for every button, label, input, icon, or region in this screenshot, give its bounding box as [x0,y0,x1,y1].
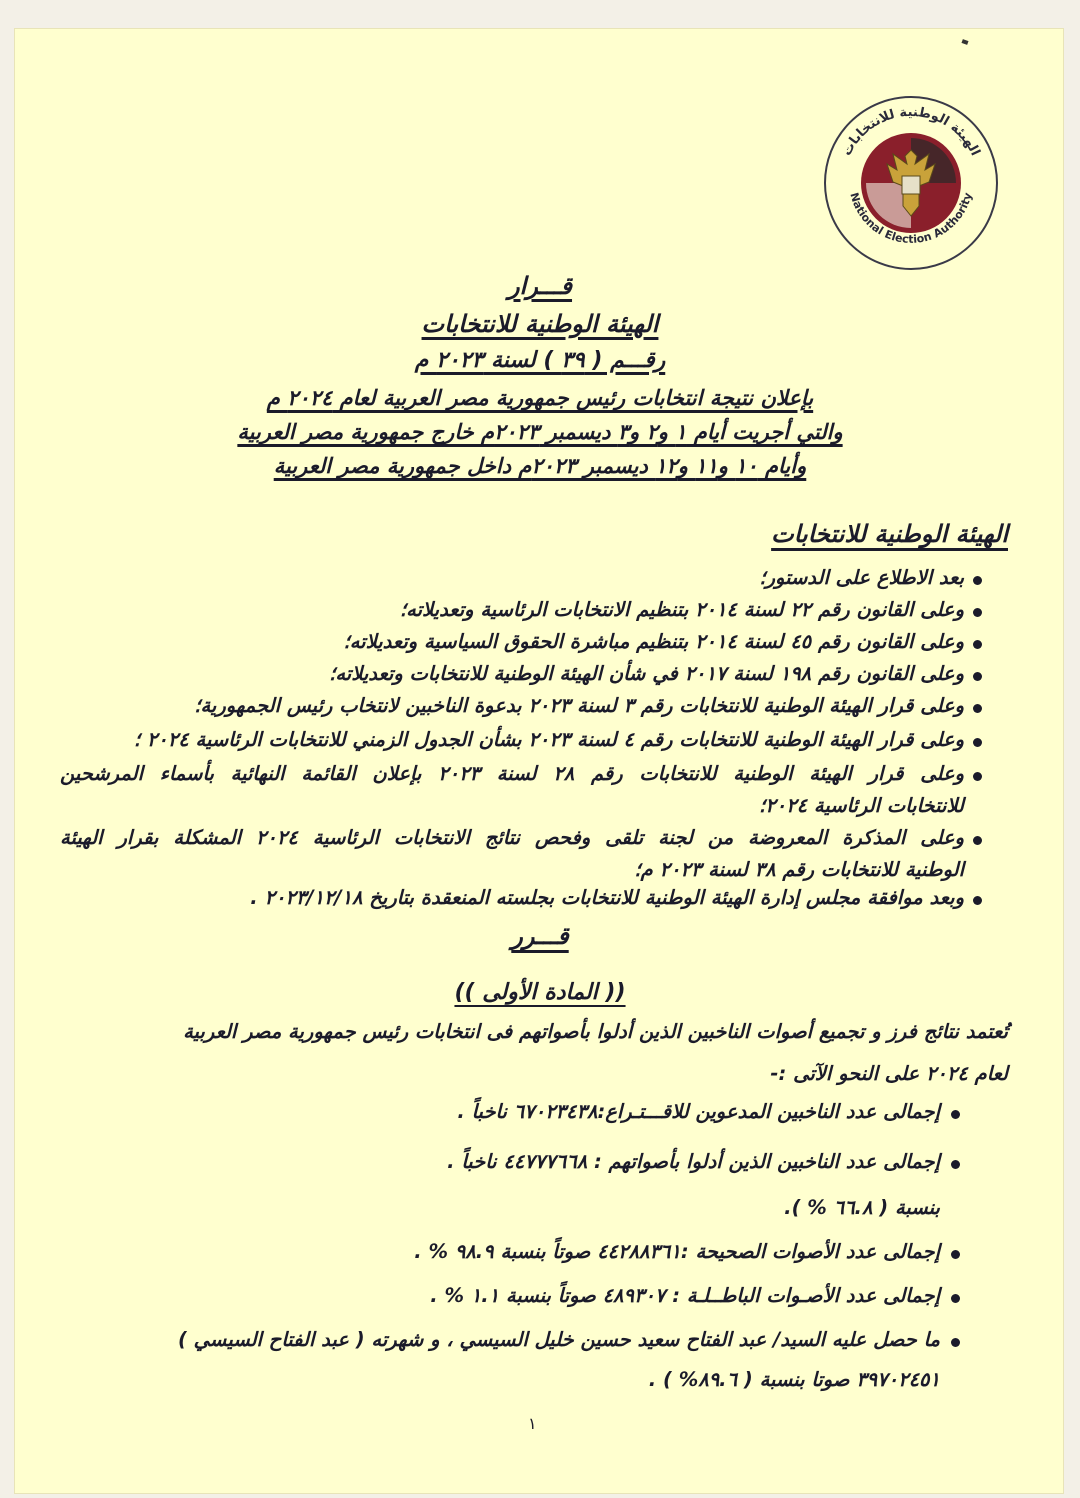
result-item-line: ما حصل عليه السيد/ عبد الفتاح سعيد حسين خليل السيسي ، و شهرته ( عبد الفتاح السيسي ) [177,1328,940,1351]
preamble-item-line: للانتخابات الرئاسية ٢٠٢٤؛ [759,794,964,817]
result-item-line: إجمالى عدد الأصوات الصحيحة :٤٤٢٨٨٣٦١ صوتاً بنسبة ٩٨.٩ % . [414,1240,940,1263]
decree-subject-line-3: وأيام ١٠ و١١ و١٢ ديسمبر ٢٠٢٣م داخل جمهورية مصر العربية [273,454,807,478]
result-item-line: إجمالى عدد الأصـوات الباطــلـة : ٤٨٩٣٠٧ صوتاً بنسبة ١.١ % . [430,1284,940,1307]
preamble-item-line: الوطنية للانتخابات رقم ٣٨ لسنة ٢٠٢٣ م؛ [634,858,964,881]
bullet-point [973,608,982,617]
bullet-point [973,836,982,845]
article-intro-line-2: لعام ٢٠٢٤ على النحو الآتى :- [770,1062,1008,1085]
preamble-item-line: وعلى المذكرة المعروضة من لجنة تلقى وفحص نتائج الانتخابات الرئاسية ٢٠٢٤ المشكلة بقرار الهيئة [60,826,965,849]
decision-heading: قـــرر [511,922,569,950]
decree-subject-line-1: بإعلان نتيجة انتخابات رئيس جمهورية مصر العربية لعام ٢٠٢٤ م [266,386,814,410]
bullet-point [951,1110,960,1119]
preamble-item-line: بعد الاطلاع على الدستور؛ [759,566,964,589]
page-number: ١ [528,1414,537,1433]
bullet-point [973,640,982,649]
preamble-item-line: وعلى قرار الهيئة الوطنية للانتخابات رقم ٣ لسنة ٢٠٢٣ بدعوة الناخبين لانتخاب رئيس الجمهورية؛ [194,694,964,717]
preamble-item-line: وعلى قرار الهيئة الوطنية للانتخابات رقم ٢٨ لسنة ٢٠٢٣ بإعلان القائمة النهائية بأسماء المرشحين [60,762,964,785]
bullet-point [973,738,982,747]
bullet-point [973,772,982,781]
bullet-point [951,1250,960,1259]
decree-subject-line-2: والتي أجريت أيام ١ و٢ و٣ ديسمبر ٢٠٢٣م خارج جمهورية مصر العربية [237,420,843,444]
seal-icon [820,92,1002,274]
preamble-item-line: وعلى قرار الهيئة الوطنية للانتخابات رقم ٤ لسنة ٢٠٢٣ بشأن الجدول الزمني للانتخابات الرئاسية ٢٠٢٤ ؛ [133,728,964,751]
decree-title: قـــرار [507,272,573,300]
bullet-point [951,1160,960,1169]
preamble-title: الهيئة الوطنية للانتخابات [771,520,1008,548]
preamble-item-line: وعلى القانون رقم ٤٥ لسنة ٢٠١٤ بتنظيم مباشرة الحقوق السياسية وتعديلاته؛ [343,630,964,653]
authority-title: الهيئة الوطنية للانتخابات [421,310,659,338]
preamble-item-line: وعلى القانون رقم ٢٢ لسنة ٢٠١٤ بتنظيم الانتخابات الرئاسية وتعديلاته؛ [399,598,964,621]
result-item-line: بنسبة ( ٦٦.٨ % ). [784,1196,940,1219]
national-election-authority-seal [820,92,1002,274]
bullet-point [973,896,982,905]
bullet-point [951,1294,960,1303]
article-intro-line-1: تُعتمد نتائج فرز و تجميع أصوات الناخبين الذين أدلوا بأصواتهم فى انتخابات رئيس جمهورية مصر العربية [183,1020,1008,1043]
bullet-point [973,704,982,713]
result-item-line: إجمالى عدد الناخبين المدعوين للاقـــتـراع:٦٧٠٢٣٤٣٨ ناخباً . [457,1100,940,1123]
result-item-line: إجمالى عدد الناخبين الذين أدلوا بأصواتهم : ٤٤٧٧٧٦٦٨ ناخباً . [447,1150,940,1173]
bullet-point [951,1338,960,1347]
result-item-line: ٣٩٧٠٢٤٥١ صوتا بنسبة ( ٨٩.٦% ) . [648,1368,940,1391]
decree-number: رقـــم ( ٣٩ ) لسنة ٢٠٢٣ م [414,348,666,373]
seal-arabic-text: الهيئة الوطنية للانتخابات [839,104,983,159]
seal-english-text: National Election Authority [847,191,975,246]
bullet-point [973,576,982,585]
preamble-item-line: وعلى القانون رقم ١٩٨ لسنة ٢٠١٧ في شأن الهيئة الوطنية للانتخابات وتعديلاته؛ [329,662,964,685]
article-one-title: (( المادة الأولى )) [454,980,626,1005]
preamble-item-line: وبعد موافقة مجلس إدارة الهيئة الوطنية للانتخابات بجلسته المنعقدة بتاريخ ٢٠٢٣/١٢/١٨ . [250,886,964,909]
bullet-point [973,672,982,681]
